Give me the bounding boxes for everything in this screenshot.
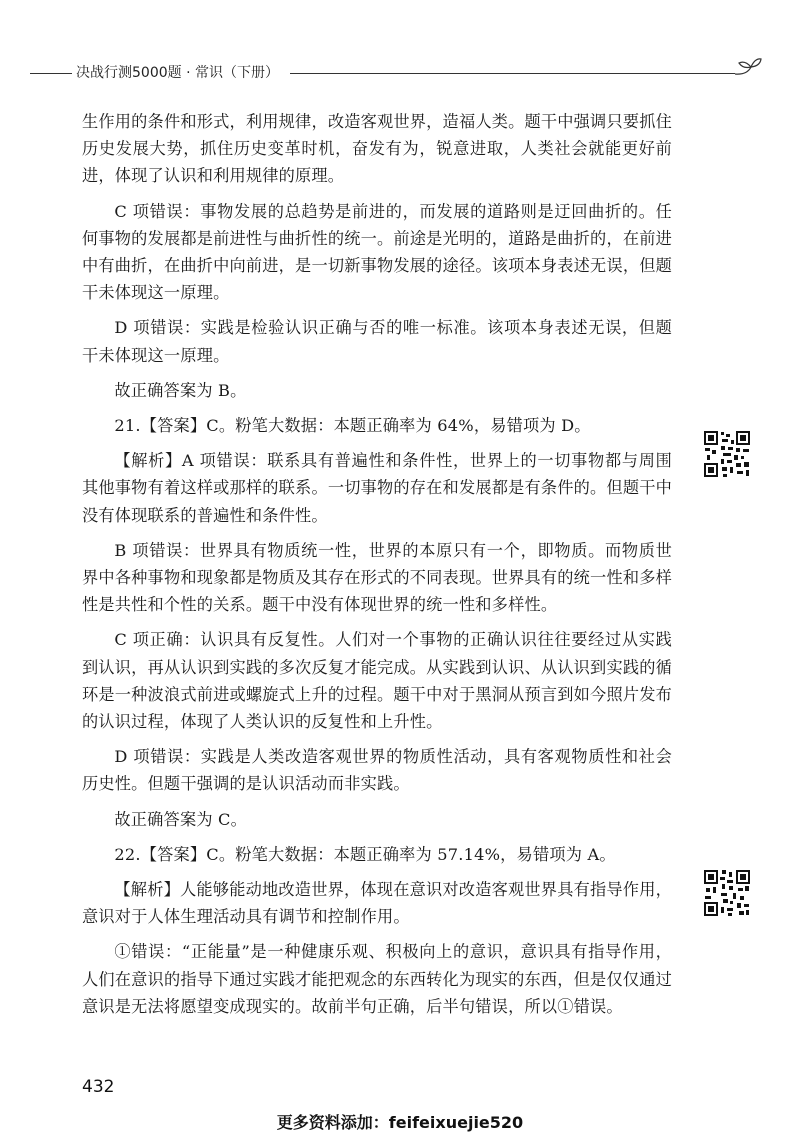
analysis-paragraph: 【解析】人能够能动地改造世界，体现在意识对改造客观世界具有指导作用，意识对于人体生理活动具有调节和控制作用。 xyxy=(82,880,672,927)
analysis-paragraph: 【解析】A 项错误：联系具有普遍性和条件性，世界上的一切事物都与周围其他事物有着这样或那样的联系。一切事物的存在和发展都是有条件的。但题干中没有体现联系的普遍性和条件性。 xyxy=(82,451,672,525)
qr-code-icon[interactable] xyxy=(703,430,751,478)
paragraph: 生作用的条件和形式，利用规律，改造客观世界，造福人类。题干中强调只要抓住历史发展大势，抓住历史变革时机，奋发有为，锐意进取，人类社会就能更好前进，体现了认识和利用规律的原理。 xyxy=(82,112,672,186)
qr-code-icon[interactable] xyxy=(703,869,751,917)
paragraph: 故正确答案为 B。 xyxy=(114,380,247,400)
footer-note: 更多资料添加：feifeixuejie520 xyxy=(276,1113,524,1132)
page-body xyxy=(82,108,672,1020)
answer-line: 22.【答案】C。粉笔大数据：本题正确率为 57.14%，易错项为 A。 xyxy=(114,844,616,864)
paragraph: C 项正确：认识具有反复性。人们对一个事物的正确认识往往要经过从实践到认识，再从认识到实践的多次反复才能完成。从实践到认识、从认识到实践的循环是一种波浪式前进或螺旋式上升的过程。题干中对于黑洞从预言到如今照片发布的认识过程，体现了人类认识的反复性和上升性。 xyxy=(82,630,672,732)
page-number: 432 xyxy=(82,1077,115,1097)
paragraph: ①错误：“正能量”是一种健康乐观、积极向上的意识，意识具有指导作用，人们在意识的指导下通过实践才能把观念的东西转化为现实的东西，但是仅仅通过意识是无法将愿望变成现实的。故前半句正确，后半句错误，所以①错误。 xyxy=(82,942,672,1016)
paragraph: D 项错误：实践是人类改造客观世界的物质性活动，具有客观物质性和社会历史性。但题干强调的是认识活动而非实践。 xyxy=(82,747,672,794)
paragraph: B 项错误：世界具有物质统一性，世界的本原只有一个，即物质。而物质世界中各种事物和现象都是物质及其存在形式的不同表现。世界具有的统一性和多样性是共性和个性的关系。题干中没有体现世界的统一性和多样性。 xyxy=(82,540,672,615)
book-title: 决战行测5000题 · 常识（下册） xyxy=(76,65,279,81)
paragraph: D 项错误：实践是检验认识正确与否的唯一标准。该项本身表述无误，但题干未体现这一原理。 xyxy=(82,318,672,365)
header-rule-left xyxy=(30,73,72,74)
running-header xyxy=(0,60,800,84)
paragraph: 故正确答案为 C。 xyxy=(114,809,248,829)
paragraph: C 项错误：事物发展的总趋势是前进的，而发展的道路则是迂回曲折的。任何事物的发展都是前进性与曲折性的统一。前途是光明的，道路是曲折的，在前进中有曲折，在曲折中向前进，是一切新事物发展的途径。该项本身表述无误，但题干未体现这一原理。 xyxy=(82,201,672,303)
answer-line: 21.【答案】C。粉笔大数据：本题正确率为 64%，易错项为 D。 xyxy=(114,416,591,436)
sprout-icon xyxy=(733,54,763,80)
header-rule-right xyxy=(290,73,735,74)
